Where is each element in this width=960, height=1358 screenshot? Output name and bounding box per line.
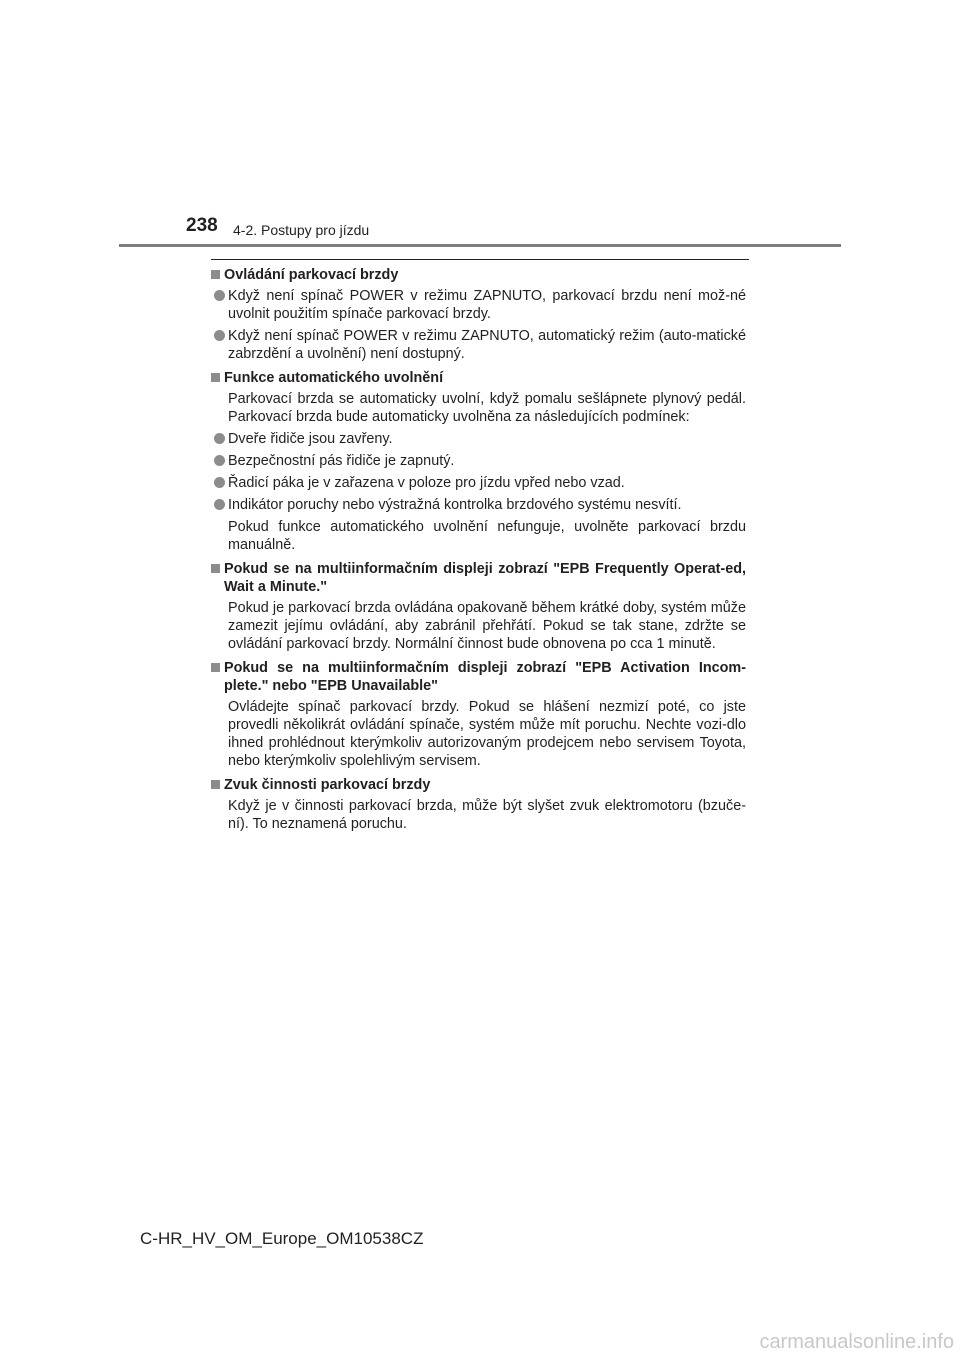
list-item: Bezpečnostní pás řidiče je zapnutý.	[211, 452, 746, 470]
circle-bullet-icon	[214, 499, 225, 510]
footer-doc-code: C-HR_HV_OM_Europe_OM10538CZ	[140, 1229, 424, 1248]
square-bullet-icon	[211, 270, 220, 279]
paragraph: Když je v činnosti parkovací brzda, může být slyšet zvuk elektromotoru (bzuče-ní). To neznamená poruchu.	[228, 798, 746, 832]
running-header: 4-2. Postupy pro jízdu	[233, 222, 370, 238]
circle-bullet-icon	[214, 433, 225, 444]
content	[211, 266, 746, 837]
square-bullet-icon	[211, 564, 220, 573]
section-heading: Pokud se na multiinformačním displeji zobrazí "EPB Activation Incom-plete." nebo "EPB Unavailable"	[211, 659, 746, 695]
paragraph: Pokud funkce automatického uvolnění nefunguje, uvolněte parkovací brzdu manuálně.	[228, 519, 746, 553]
circle-bullet-icon	[214, 330, 225, 341]
paragraph: Parkovací brzda se automaticky uvolní, když pomalu sešlápnete plynový pedál. Parkovací brzda bude automaticky uvolněna za následujících podmínek:	[228, 391, 746, 425]
section-heading: Zvuk činnosti parkovací brzdy	[211, 776, 746, 794]
page-number: 238	[186, 215, 218, 236]
square-bullet-icon	[211, 373, 220, 382]
square-bullet-icon	[211, 780, 220, 789]
circle-bullet-icon	[214, 455, 225, 466]
list-item: Když není spínač POWER v režimu ZAPNUTO, automatický režim (auto-matické zabrzdění a uvolnění) není dostupný.	[211, 327, 746, 363]
square-bullet-icon	[211, 663, 220, 672]
header-rule	[119, 244, 841, 247]
list-item: Když není spínač POWER v režimu ZAPNUTO, parkovací brzdu není mož-né uvolnit použitím spínače parkovací brzdy.	[211, 287, 746, 323]
paragraph: Pokud je parkovací brzda ovládána opakovaně během krátké doby, systém může zamezit jejímu ovládání, aby zabránil přehřátí. Pokud se tak stane, zdržte se ovládání parkovací brzdy. Normální činnost bude obnovena po cca 1 minutě.	[228, 600, 746, 652]
paragraph: Ovládejte spínač parkovací brzdy. Pokud se hlášení nezmizí poté, co jste provedli několikrát ovládání spínače, systém může mít poruchu. Nechte vozi-dlo ihned prohlédnout kterýmkoliv autorizovaným prodejcem nebo servisem Toyota, nebo kterýmkoliv spolehlivým servisem.	[228, 699, 746, 769]
circle-bullet-icon	[214, 477, 225, 488]
list-item: Dveře řidiče jsou zavřeny.	[211, 430, 746, 448]
section-heading: Funkce automatického uvolnění	[211, 369, 746, 387]
section-rule	[211, 259, 749, 260]
list-item: Indikátor poruchy nebo výstražná kontrolka brzdového systému nesvítí.	[211, 496, 746, 514]
list-item: Řadicí páka je v zařazena v poloze pro jízdu vpřed nebo vzad.	[211, 474, 746, 492]
watermark: carmanualsonline.info	[759, 1331, 954, 1353]
circle-bullet-icon	[214, 290, 225, 301]
section-heading: Ovládání parkovací brzdy	[211, 266, 746, 284]
section-heading: Pokud se na multiinformačním displeji zobrazí "EPB Frequently Operat-ed, Wait a Minute."	[211, 560, 746, 596]
